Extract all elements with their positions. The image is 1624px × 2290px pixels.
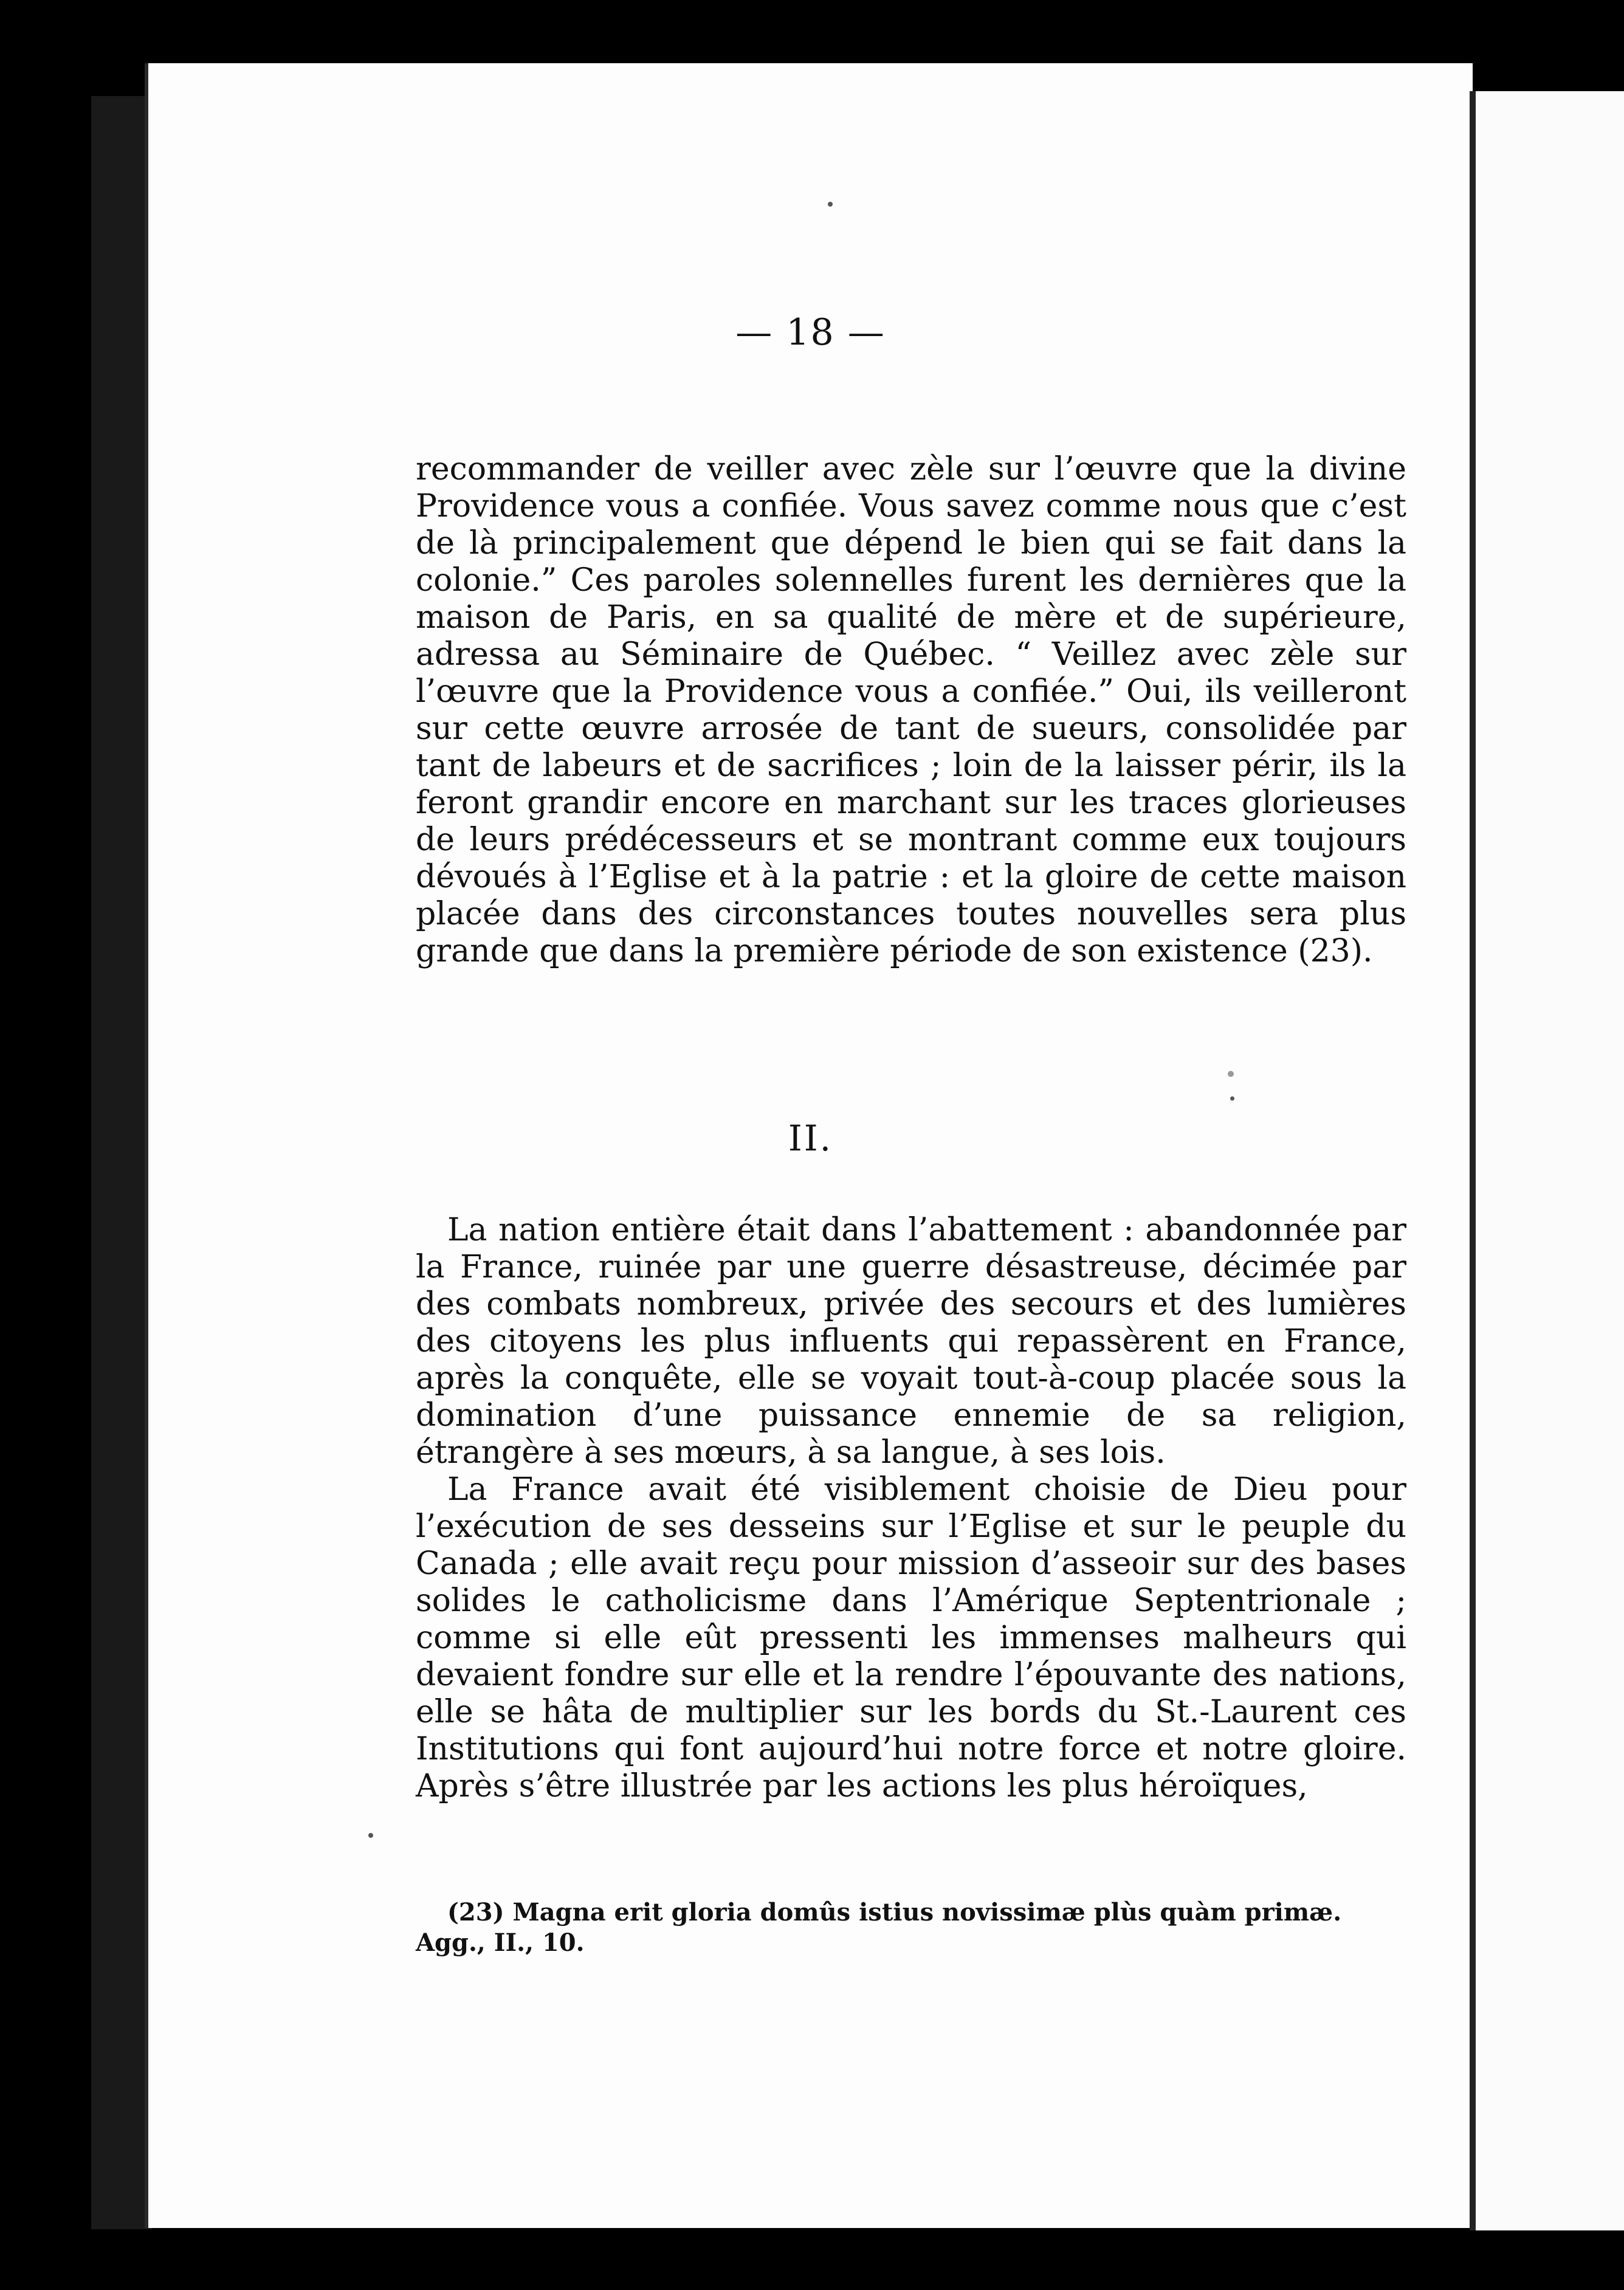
paragraph-2: La nation entière était dans l’abattement : abandonnée par la France, ruinée par une guerre désastreuse, décimée par des combats nombreux, privée des secours et des lumières des citoyens les plus influents qui repassèrent en France, après la conquête, elle se voyait tout-à-coup placée sous la domination d’une puissance ennemie de sa religion, étrangère à ses mœurs, à sa langue, à ses lois. xyxy=(416,1212,1406,1471)
paragraph-1: recommander de veiller avec zèle sur l’œuvre que la divine Providence vous a confiée. Vous savez comme nous que c’est de là principalement que dépend le bien qui se fait dans la colonie.” Ces paroles solennelles furent les dernières que la maison de Paris, en sa qualité de mère et de supérieure, adressa au Séminaire de Québec. “ Veillez avec zèle sur l’œuvre que la Providence vous a confiée.” Oui, ils veilleront sur cette œuvre arrosée de tant de sueurs, consolidée par tant de labeurs et de sacrifices ; loin de la laisser périr, ils la feront grandir encore en marchant sur les traces glorieuses de leurs prédécesseurs et se montrant comme eux toujours dévoués à l’Eglise et à la patrie : et la gloire de cette maison placée dans des circonstances toutes nouvelles sera plus grande que dans la première période de son existence (23). xyxy=(416,451,1406,969)
book-page xyxy=(145,63,1473,2228)
footnote xyxy=(416,1897,1406,1958)
adjacent-page-edge xyxy=(1470,91,1624,2230)
section-heading: II. xyxy=(788,1118,833,1159)
ink-speck xyxy=(368,1833,373,1838)
footnote-line-2: Agg., II., 10. xyxy=(416,1928,585,1957)
page-edge-shadow xyxy=(91,96,152,2229)
ink-speck xyxy=(1230,1096,1234,1101)
paragraph-3: La France avait été visiblement choisie de Dieu pour l’exécution de ses desseins sur l’Eglise et sur le peuple du Canada ; elle avait reçu pour mission d’asseoir sur des bases solides le catholicisme dans l’Amérique Septentrionale ; comme si elle eût pressenti les immenses malheurs qui devaient fondre sur elle et la rendre l’épouvante des nations, elle se hâta de multiplier sur les bords du St.-Laurent ces Institutions qui font aujourd’hui notre force et notre gloire. Après s’être illustrée par les actions les plus héroïques, xyxy=(416,1471,1406,1804)
ink-speck xyxy=(1228,1071,1234,1077)
footnote-line-1: (23) Magna erit gloria domûs istius novissimæ plùs quàm primæ. xyxy=(447,1898,1342,1927)
section-body xyxy=(416,1212,1406,1805)
paragraph-continuation xyxy=(416,451,1406,970)
ink-speck xyxy=(828,202,833,207)
page-number: — 18 — xyxy=(735,311,886,354)
